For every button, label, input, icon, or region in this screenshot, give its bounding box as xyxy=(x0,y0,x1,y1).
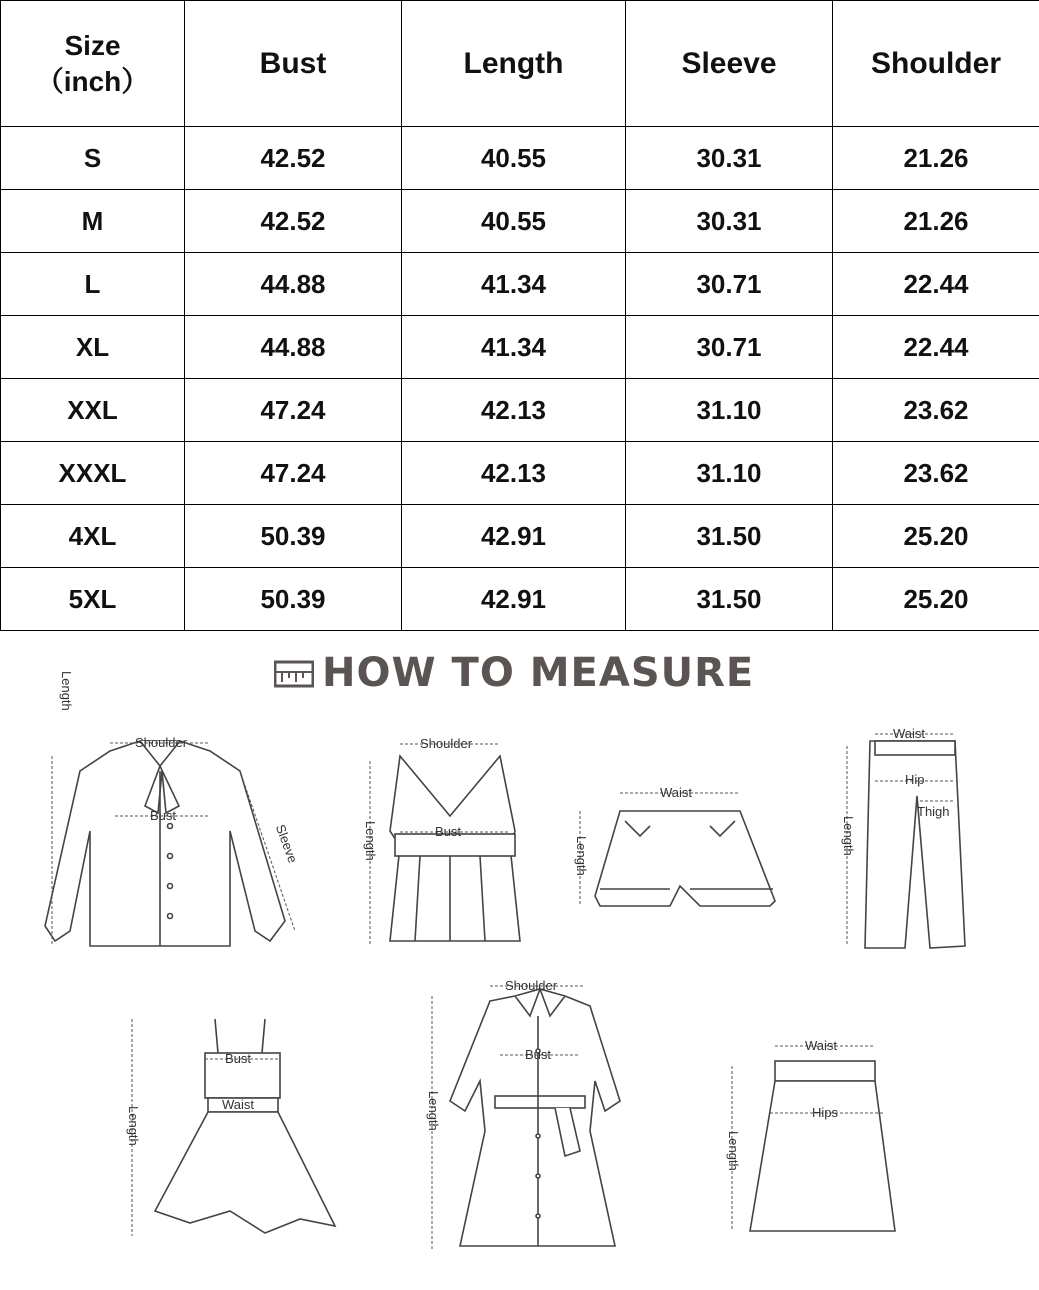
table-row xyxy=(1,127,1039,190)
shirt-length-label: Length xyxy=(59,671,74,711)
pants-thigh-label: Thigh xyxy=(917,804,950,819)
ruler-icon xyxy=(274,658,314,688)
cell-shoulder: 21.26 xyxy=(833,127,1039,190)
cell-shoulder: 22.44 xyxy=(833,316,1039,379)
shirt-bust-label: Bust xyxy=(150,808,177,823)
cell-length: 42.13 xyxy=(402,442,626,505)
cell-size: S xyxy=(1,127,185,190)
table-body xyxy=(1,127,1039,631)
cell-shoulder: 25.20 xyxy=(833,568,1039,631)
cell-sleeve: 30.31 xyxy=(626,190,833,253)
table-row xyxy=(1,253,1039,316)
header-shoulder: Shoulder xyxy=(833,1,1039,127)
cell-size: L xyxy=(1,253,185,316)
cell-length: 42.13 xyxy=(402,379,626,442)
cell-sleeve: 30.71 xyxy=(626,316,833,379)
cell-shoulder: 23.62 xyxy=(833,442,1039,505)
size-table xyxy=(0,0,1039,631)
coat-length-label: Length xyxy=(426,1091,441,1131)
cell-size: M xyxy=(1,190,185,253)
cell-bust: 47.24 xyxy=(185,379,402,442)
cell-size: XXL xyxy=(1,379,185,442)
how-to-measure-text: HOW TO MEASURE xyxy=(322,650,755,696)
size-chart xyxy=(0,0,1039,631)
table-row xyxy=(1,316,1039,379)
cell-sleeve: 31.50 xyxy=(626,568,833,631)
table-row xyxy=(1,568,1039,631)
cell-length: 42.91 xyxy=(402,505,626,568)
cell-sleeve: 31.10 xyxy=(626,379,833,442)
skirt-hips-label: Hips xyxy=(812,1105,839,1120)
pants-hip-label: Hip xyxy=(905,772,925,787)
cell-length: 41.34 xyxy=(402,253,626,316)
tank-shoulder-label: Shoulder xyxy=(420,736,473,751)
shirt-diagram xyxy=(40,671,310,966)
cell-bust: 44.88 xyxy=(185,253,402,316)
pants-diagram xyxy=(835,726,975,966)
how-to-measure-title xyxy=(274,651,754,695)
cell-bust: 42.52 xyxy=(185,190,402,253)
table-row xyxy=(1,379,1039,442)
header-row xyxy=(1,1,1039,127)
cell-length: 42.91 xyxy=(402,568,626,631)
coat-bust-label: Bust xyxy=(525,1047,552,1062)
cell-sleeve: 31.10 xyxy=(626,442,833,505)
cell-length: 40.55 xyxy=(402,190,626,253)
tank-top-diagram xyxy=(360,736,540,971)
cell-sleeve: 30.71 xyxy=(626,253,833,316)
shorts-waist-label: Waist xyxy=(660,785,693,800)
header-size-label: Size xyxy=(64,29,121,61)
cell-size: 5XL xyxy=(1,568,185,631)
how-to-measure-section xyxy=(0,631,1039,1290)
coat-diagram xyxy=(420,971,640,1266)
header-size xyxy=(1,1,185,127)
table-row xyxy=(1,505,1039,568)
dress-waist-label: Waist xyxy=(222,1097,255,1112)
cell-shoulder: 23.62 xyxy=(833,379,1039,442)
cell-length: 40.55 xyxy=(402,127,626,190)
cell-bust: 50.39 xyxy=(185,568,402,631)
cell-size: XL xyxy=(1,316,185,379)
cell-bust: 44.88 xyxy=(185,316,402,379)
cell-bust: 47.24 xyxy=(185,442,402,505)
shorts-diagram xyxy=(570,781,780,936)
header-length: Length xyxy=(402,1,626,127)
tank-length-label: Length xyxy=(363,821,378,861)
coat-shoulder-label: Shoulder xyxy=(505,978,558,993)
header-sleeve: Sleeve xyxy=(626,1,833,127)
header-size-unit: （inch） xyxy=(35,65,150,97)
header-bust: Bust xyxy=(185,1,402,127)
skirt-diagram xyxy=(720,1036,900,1251)
skirt-waist-label: Waist xyxy=(805,1038,838,1053)
cell-bust: 50.39 xyxy=(185,505,402,568)
shorts-length-label: Length xyxy=(574,836,589,876)
cell-sleeve: 30.31 xyxy=(626,127,833,190)
cell-shoulder: 21.26 xyxy=(833,190,1039,253)
pants-waist-label: Waist xyxy=(893,726,926,741)
cell-size: XXXL xyxy=(1,442,185,505)
cell-size: 4XL xyxy=(1,505,185,568)
dress-length-label: Length xyxy=(126,1106,141,1146)
table-row xyxy=(1,190,1039,253)
cell-bust: 42.52 xyxy=(185,127,402,190)
cell-shoulder: 22.44 xyxy=(833,253,1039,316)
cell-shoulder: 25.20 xyxy=(833,505,1039,568)
table-row xyxy=(1,442,1039,505)
tank-bust-label: Bust xyxy=(435,824,462,839)
pants-length-label: Length xyxy=(841,816,856,856)
shirt-sleeve-label: Sleeve xyxy=(272,822,301,865)
dress-diagram xyxy=(120,1011,340,1251)
cell-length: 41.34 xyxy=(402,316,626,379)
shirt-shoulder-label: Shoulder xyxy=(135,735,188,750)
cell-sleeve: 31.50 xyxy=(626,505,833,568)
skirt-length-label: Length xyxy=(726,1131,741,1171)
dress-bust-label: Bust xyxy=(225,1051,252,1066)
